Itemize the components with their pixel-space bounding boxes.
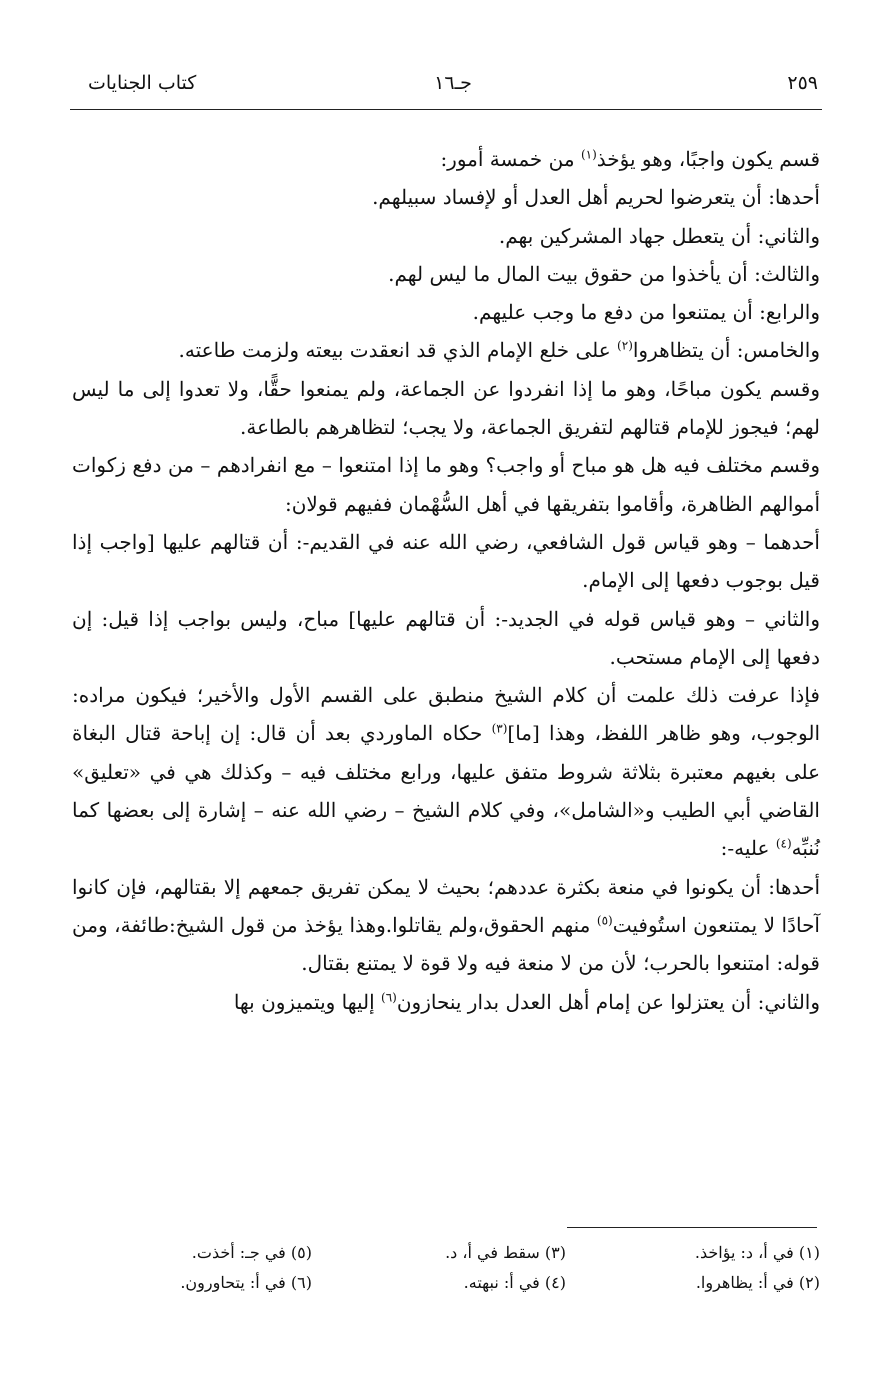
main-text <box>72 140 820 1021</box>
paragraph: قسم يكون واجبًا، وهو يؤخذ$^{(١)}$ من خمسة أمور: <box>440 147 820 171</box>
paragraph: أحدها: أن يتعرضوا لحريم أهل العدل أو لإفساد سبيلهم. <box>372 185 820 210</box>
paragraph: والثالث: أن يأخذوا من حقوق بيت المال ما ليس لهم. <box>388 261 820 286</box>
paragraph: وقسم يكون مباحًا، وهو ما إذا انفردوا عن الجماعة، ولم يمنعوا حقًّا، ولا تعدوا إلى ما ليس لهم؛ فيجوز للإمام قتالهم لتفريق الجماعة، ولا يجب؛ لتظاهرهم بالطاعة. <box>72 376 820 440</box>
footnote-ref[interactable]: (٢) <box>617 338 633 353</box>
footnote-row <box>72 1268 820 1298</box>
footnote-text: سقط في أ، د. <box>445 1243 540 1262</box>
footnote-number: (٦) <box>290 1273 312 1292</box>
footnote-text: في أ: يتحاورون. <box>180 1273 286 1292</box>
paragraph: أحدهما – وهو قياس قول الشافعي، رضي الله عنه في القديم-: أن قتالهم عليها [واجب إذا قيل بوجوب دفعها إلى الإمام. <box>72 529 820 593</box>
paragraph: والثاني: أن يعتزلوا عن إمام أهل العدل بدار ينحازون$^{(٦)}$ إليها ويتميزون بها <box>233 989 820 1014</box>
footnote <box>72 1268 312 1298</box>
footnote-number: (٤) <box>544 1273 566 1292</box>
footnote <box>326 1238 566 1268</box>
header-rule <box>70 109 822 110</box>
paragraph: والرابع: أن يمتنعوا من دفع ما وجب عليهم. <box>472 300 820 325</box>
footnote-text: في أ: نبهته. <box>463 1273 540 1292</box>
footnote <box>72 1238 312 1268</box>
paragraph: وقسم مختلف فيه هل هو مباح أو واجب؟ وهو ما إذا امتنعوا – مع انفرادهم – من دفع زكوات أموالهم الظاهرة، وأقاموا بتفريقها في أهل السُّهْمان ففيهم قولان: <box>72 453 820 516</box>
book-title: كتاب الجنايات <box>88 72 197 94</box>
footnote <box>580 1268 820 1298</box>
footnote-ref[interactable]: (٦) <box>381 989 397 1004</box>
volume-label: جـ١٦ <box>434 72 472 94</box>
footnote-number: (٥) <box>290 1243 312 1262</box>
paragraph: والثاني – وهو قياس قوله في الجديد-: أن قتالهم عليها] مباح، وليس بواجب إذا قيل: إن دفعها إلى الإمام مستحب. <box>72 606 820 669</box>
footnote-ref[interactable]: (٤) <box>775 836 792 851</box>
footnote-number: (١) <box>798 1243 820 1262</box>
page-number: ٢٥٩ <box>787 72 818 94</box>
paragraph: والخامس: أن يتظاهروا$^{(٢)}$ على خلع الإمام الذي قد انعقدت بيعته ولزمت طاعته. <box>178 338 820 363</box>
footnote <box>580 1238 820 1268</box>
footnote-text: في أ: يظاهروا. <box>695 1273 794 1292</box>
footnote-number: (٣) <box>544 1243 566 1262</box>
paragraph: فإذا عرفت ذلك علمت أن كلام الشيخ منطبق على القسم الأول والأخير؛ فيكون مراده: الوجوب، وهو ظاهر اللفظ، وهذا [ما]$^{(٣)}$ حكاه الماوردي بعد أن قال: إن إباحة قتال البغاة على بغيهم معتبرة بثلاثة شروط متفق عليها، ورابع مختلف فيه – وكذلك هي في «تعليق» القاضي أبي الطيب و«الشامل»، وفي كلام الشيخ – رضي الله عنه – إشارة إلى بعضها كما نُنبِّه$^{(٤)}$ عليه-: <box>72 683 821 861</box>
running-head <box>88 68 818 98</box>
footnote-number: (٢) <box>798 1273 820 1292</box>
paragraph: والثاني: أن يتعطل جهاد المشركين بهم. <box>498 223 820 248</box>
footnote-ref[interactable]: (٣) <box>491 721 508 736</box>
footnotes <box>72 1238 820 1298</box>
footnote-rule <box>567 1227 817 1228</box>
footnote <box>326 1268 566 1298</box>
footnote-ref[interactable]: (٥) <box>596 913 613 928</box>
footnote-text: في جـ: أخذت. <box>191 1243 286 1262</box>
paragraph: أحدها: أن يكونوا في منعة بكثرة عددهم؛ بحيث لا يمكن تفريق جمعهم إلا بقتالهم، فإن كانوا آحادًا لا يمتنعون استُوفيت$^{(٥)}$ منهم الحقوق،ولم يقاتلوا.وهذا يؤخذ من قول الشيخ:طائفة، ومن قوله: امتنعوا بالحرب؛ لأن من لا منعة فيه ولا قوة لا يمتنع بقتال. <box>72 874 820 976</box>
footnote-row <box>72 1238 820 1268</box>
footnote-ref[interactable]: (١) <box>580 147 597 162</box>
footnote-text: في أ، د: يؤاخذ. <box>694 1243 794 1262</box>
